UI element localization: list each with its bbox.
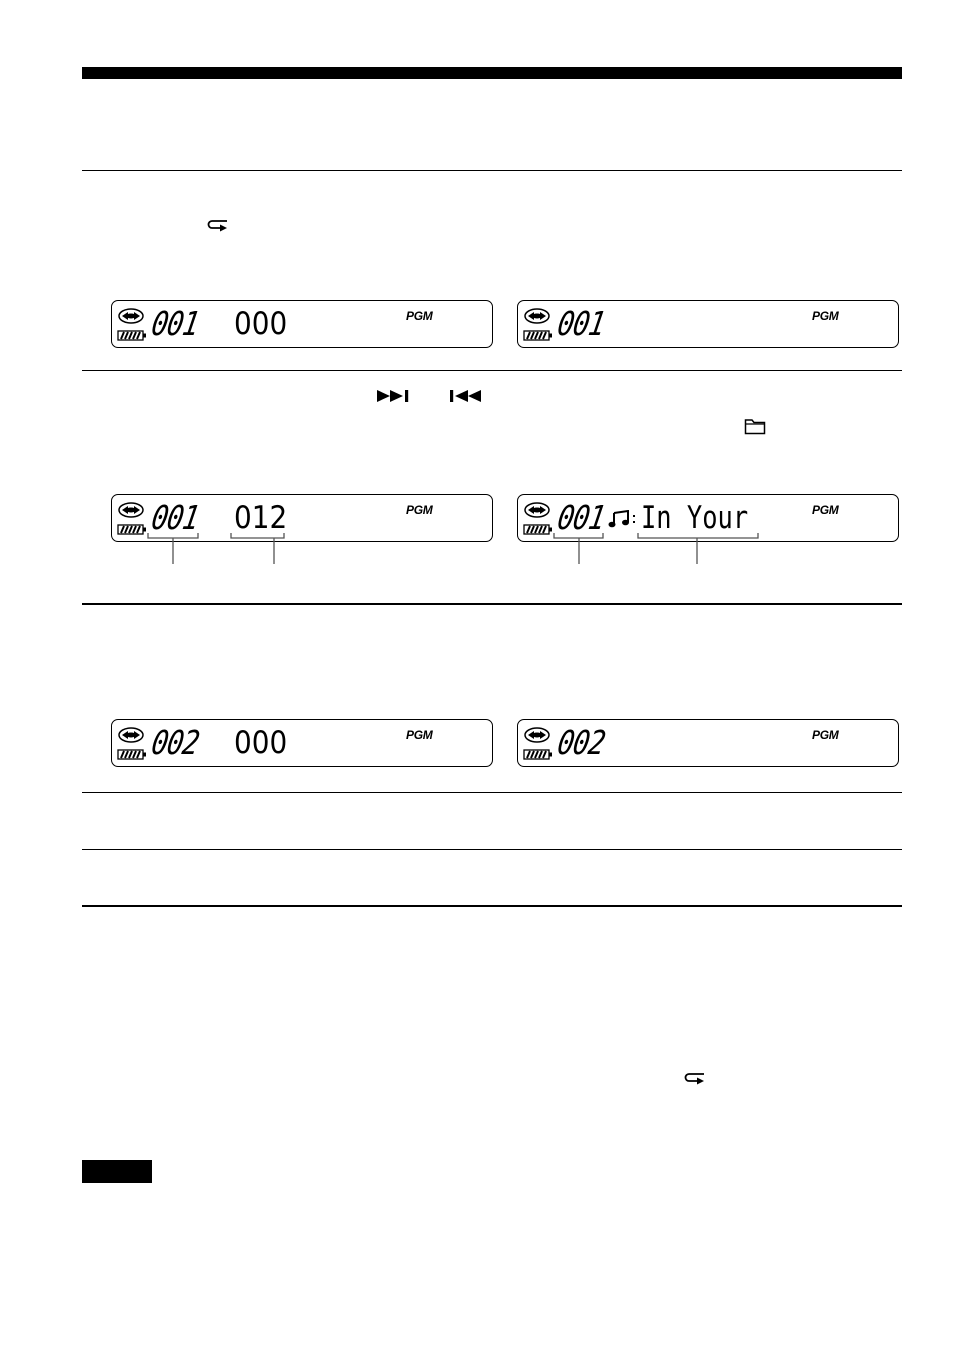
disc-icon: [117, 725, 147, 745]
disc-icon: [523, 306, 553, 326]
battery-icon: [117, 749, 147, 760]
disc-icon: [523, 500, 553, 520]
music-note-icon: [608, 510, 638, 528]
section-divider: [82, 905, 902, 907]
pgm-indicator: PGM: [406, 309, 433, 323]
callout-lines: [100, 530, 920, 570]
battery-icon: [523, 749, 553, 760]
lcd-display-step3-right: [517, 719, 899, 767]
lcd-display-step1-left: [111, 300, 493, 348]
program-count: 000: [234, 725, 288, 761]
pgm-indicator: PGM: [406, 503, 433, 517]
pgm-indicator: PGM: [812, 503, 839, 517]
next-track-icon: [376, 389, 414, 403]
disc-icon: [117, 500, 147, 520]
pgm-indicator: PGM: [812, 728, 839, 742]
battery-icon: [117, 330, 147, 341]
section-divider: [82, 170, 902, 171]
header-bar: [82, 67, 902, 79]
battery-icon: [523, 330, 553, 341]
program-step-number: 001: [148, 304, 202, 343]
program-count: 000: [234, 306, 288, 342]
lcd-display-step1-right: [517, 300, 899, 348]
section-divider: [82, 792, 902, 793]
program-step-number: 001: [554, 304, 608, 343]
section-divider: [82, 370, 902, 371]
program-step-number: 002: [554, 723, 608, 762]
disc-icon: [117, 306, 147, 326]
track-title: In Your: [641, 500, 749, 536]
pgm-indicator: PGM: [406, 728, 433, 742]
pgm-indicator: PGM: [812, 309, 839, 323]
section-divider: [82, 849, 902, 850]
lcd-display-step3-left: [111, 719, 493, 767]
repeat-arrow-icon: [684, 1072, 706, 1086]
folder-icon: [744, 417, 766, 435]
program-count: 012: [234, 500, 288, 536]
program-step-number: 002: [148, 723, 202, 762]
repeat-arrow-icon: [207, 219, 229, 233]
notes-badge: [82, 1160, 152, 1183]
program-step-number: 001: [554, 498, 608, 537]
section-divider: [82, 603, 902, 605]
previous-track-icon: [449, 389, 487, 403]
program-step-number: 001: [148, 498, 202, 537]
disc-icon: [523, 725, 553, 745]
